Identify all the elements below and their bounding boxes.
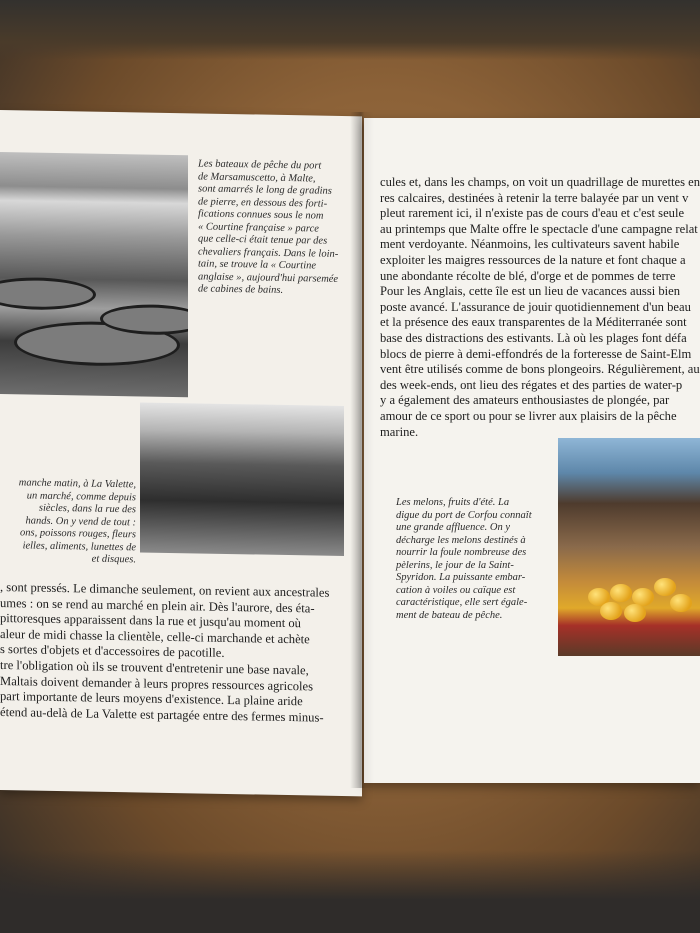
caption-melons: Les melons, fruits d'été. La digue du port de Corfou connaît une grande affluence. On y décharge les melons destinés à nourrir la foule nombreuse des pèlerins, le jour de la Saint- Spyridon. La puissante embar- cation à voiles ou caïque est caractéristique, elle sert égale- ment de bateau de pêche. <box>396 497 532 621</box>
photo-melons-corfu <box>558 438 700 656</box>
right-page-body-text: cules et, dans les champs, on voit un quadrillage de murettes en res calcaires, destinées à retenir la terre balayée par un vent v pleut rarement ici, il n'existe pas de cours d'eau et c'est seule au printemps que Malte offre le spectacle d'une campagne relat ment verdoyante. Néanmoins, les cultivateurs savent habile exploiter les maigres ressources de la nature et font chaque a une abondante récolte de blé, d'orge et de pommes de terre Pour les Anglais, cette île est un lieu de vacances aussi bien poste avancé. L'assurance de jouir quotidiennement d'un beau et la présence des eaux transparentes de la Méditerranée sont base des distractions des estivants. Là où les plages font défa blocs de pierre à demi-effondrés de la forteresse de Saint-Elm vent être utilisés comme de bons plongeoirs. Régulièrement, au des week-ends, ont lieu des régates et des parties de water-p y a également des amateurs enthousiastes de plongée, par amour de ce sport ou pour se livrer aux plaisirs de la pêche marine. <box>380 175 700 439</box>
caption-market: manche matin, à La Valette, un marché, comme depuis siècles, dans la rue des hands. On y vend de tout : ons, poissons rouges, fleurs ielles, aliments, lunettes de et disques. <box>18 477 136 566</box>
photo-market <box>140 402 344 556</box>
background-bottom <box>0 850 700 933</box>
left-page-body-text: , sont pressés. Le dimanche seulement, on revient aux ancestrales umes : on se rend au marché en plein air. Dès l'aurore, des éta- pittoresques apparaissent dans la rue et jusqu'au moment où aleur de midi chasse la clientèle, celle-ci marchande et achète s sortes d'objets et d'accessoires de pacotille. tre l'obligation où ils se trouvent d'entretenir une base navale, Maltais doivent demander à leurs propres ressources agricoles part importante de leurs moyens d'existence. La plaine aride étend au-delà de La Valette est partagée entre des fermes minus- <box>0 580 330 725</box>
background-top <box>0 0 700 60</box>
book-gutter <box>350 112 374 788</box>
photo-fishing-boats <box>0 152 188 397</box>
left-page <box>0 110 362 796</box>
caption-fishing-boats: Les bateaux de pêche du port de Marsamuscetto, à Malte, sont amarrés le long de gradins de pierre, en dessous des forti- fications connues sous le nom « Courtine française » parce que celle-ci était tenue par des chevaliers français. Dans le loin- tain, se trouve la « Courtine anglaise », aujourd'hui parsemée de cabines de bains. <box>198 158 339 296</box>
